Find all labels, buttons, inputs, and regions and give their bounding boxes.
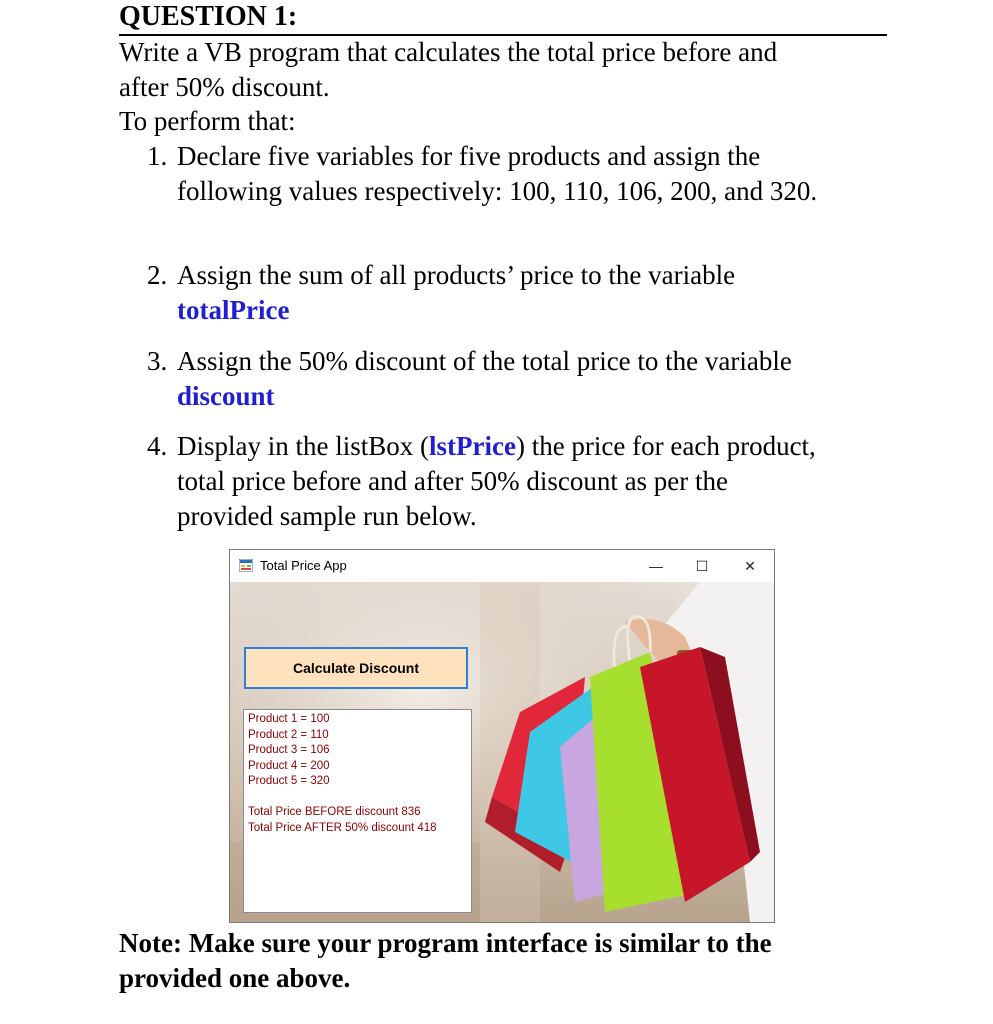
intro-line-3: To perform that: <box>119 106 296 136</box>
item-number: 2. <box>147 260 168 290</box>
keyword-totalprice: totalPrice <box>177 295 290 325</box>
item-number: 1. <box>147 141 168 171</box>
item-text-line-1: Declare five variables for five products and assign the <box>177 141 761 171</box>
app-window <box>229 549 775 923</box>
intro-line-1: Write a VB program that calculates the total price before and <box>119 37 778 67</box>
item-text-line-1: Assign the sum of all products’ price to the variable <box>177 260 736 290</box>
minimize-button[interactable]: — <box>649 558 663 574</box>
note <box>119 926 772 996</box>
item-text-line-1 <box>177 429 816 464</box>
list-item[interactable]: Total Price AFTER 50% discount 418 <box>248 821 437 834</box>
price-listbox[interactable] <box>243 709 472 913</box>
list-item[interactable]: Product 3 = 106 <box>248 744 330 756</box>
item-text-line-2: following values respectively: 100, 110, 106, 200, and 320. <box>177 176 818 206</box>
question-title: QUESTION 1: <box>119 0 887 36</box>
item-text-line-2: total price before and after 50% discount as per the <box>177 466 729 496</box>
keyword-discount: discount <box>177 381 275 411</box>
item-number: 4. <box>147 431 168 461</box>
item-text-line-1: Assign the 50% discount of the total price to the variable <box>177 346 792 376</box>
intro-line-2: after 50% discount. <box>119 72 330 102</box>
note-line-2: provided one above. <box>119 963 351 993</box>
item-text-line-3: provided sample run below. <box>177 501 477 531</box>
form-client-area <box>230 582 774 922</box>
keyword-lstprice: lstPrice <box>429 431 516 461</box>
item-text-pre: Display in the listBox ( <box>177 431 429 461</box>
maximize-button[interactable]: ☐ <box>695 558 709 574</box>
note-line-1: Note: Make sure your program interface is similar to the <box>119 928 772 958</box>
list-item[interactable]: Product 5 = 320 <box>248 775 330 787</box>
item-text-post: ) the price for each product, <box>515 431 816 461</box>
window-titlebar <box>230 550 774 582</box>
list-item[interactable]: Total Price BEFORE discount 836 <box>248 806 421 818</box>
close-button[interactable]: ✕ <box>744 558 756 574</box>
item-number: 3. <box>147 346 168 376</box>
window-title: Total Price App <box>260 558 347 573</box>
list-item[interactable]: Product 4 = 200 <box>248 759 330 772</box>
list-item[interactable]: Product 2 = 110 <box>248 728 329 741</box>
list-item[interactable]: Product 1 = 100 <box>248 713 330 725</box>
list-item-blank[interactable] <box>248 790 471 806</box>
app-form-icon <box>239 559 253 572</box>
calculate-discount-button[interactable]: Calculate Discount <box>244 647 468 689</box>
